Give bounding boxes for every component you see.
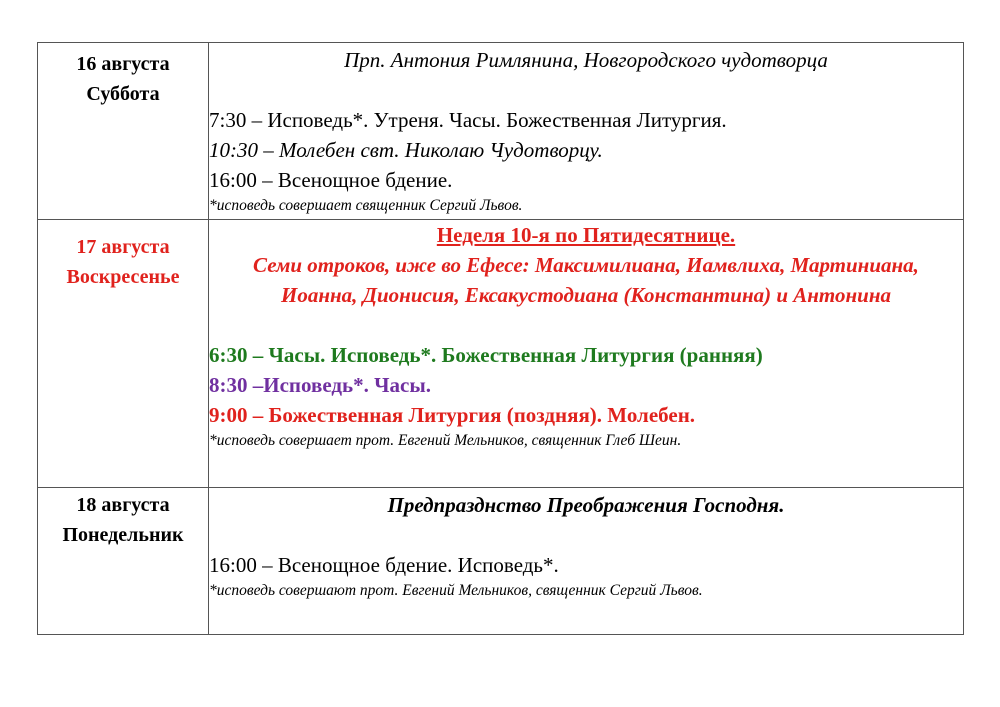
day-row	[38, 220, 964, 488]
service-line: 8:30 –Исповедь*. Часы.	[209, 373, 431, 397]
feast-title: Предпразднство Преображения Господня.	[387, 493, 785, 517]
content-cell	[209, 220, 964, 488]
day-weekday: Понедельник	[62, 524, 184, 546]
content-cell	[209, 43, 964, 220]
day-date: 18 августа	[76, 494, 170, 516]
feast-title: Неделя 10-я по Пятидесятнице.	[436, 223, 736, 247]
date-cell	[38, 43, 209, 220]
day-weekday: Воскресенье	[66, 266, 180, 288]
day-row	[38, 488, 964, 635]
feast-subtitle: Семи отроков, иже во Ефесе: Максимилиана, Иамвлиха, Мартиниана, Иоанна, Дионисия, Ексакустодиана (Константина) и Антонина	[253, 253, 919, 307]
service-line: 10:30 – Молебен свт. Николаю Чудотворцу.	[209, 138, 603, 162]
schedule-table	[37, 42, 964, 635]
date-cell	[38, 488, 209, 635]
day-date: 17 августа	[76, 236, 170, 258]
confession-note: *исповедь совершает священник Сергий Львов.	[209, 197, 523, 214]
service-line: 7:30 – Исповедь*. Утреня. Часы. Божественная Литургия.	[209, 108, 727, 132]
service-line: 16:00 – Всенощное бдение. Исповедь*.	[209, 553, 559, 577]
service-line: 16:00 – Всенощное бдение.	[209, 168, 453, 192]
feast-title: Прп. Антония Римлянина, Новгородского чудотворца	[344, 48, 828, 72]
service-line: 9:00 – Божественная Литургия (поздняя). Молебен.	[209, 403, 696, 427]
date-cell	[38, 220, 209, 488]
day-date: 16 августа	[76, 53, 170, 75]
day-weekday: Суббота	[86, 83, 160, 105]
confession-note: *исповедь совершают прот. Евгений Мельников, священник Сергий Львов.	[209, 582, 703, 599]
service-line: 6:30 – Часы. Исповедь*. Божественная Литургия (ранняя)	[209, 343, 763, 367]
content-cell	[209, 488, 964, 635]
day-row	[38, 43, 964, 220]
confession-note: *исповедь совершает прот. Евгений Мельников, священник Глеб Шеин.	[209, 432, 682, 449]
